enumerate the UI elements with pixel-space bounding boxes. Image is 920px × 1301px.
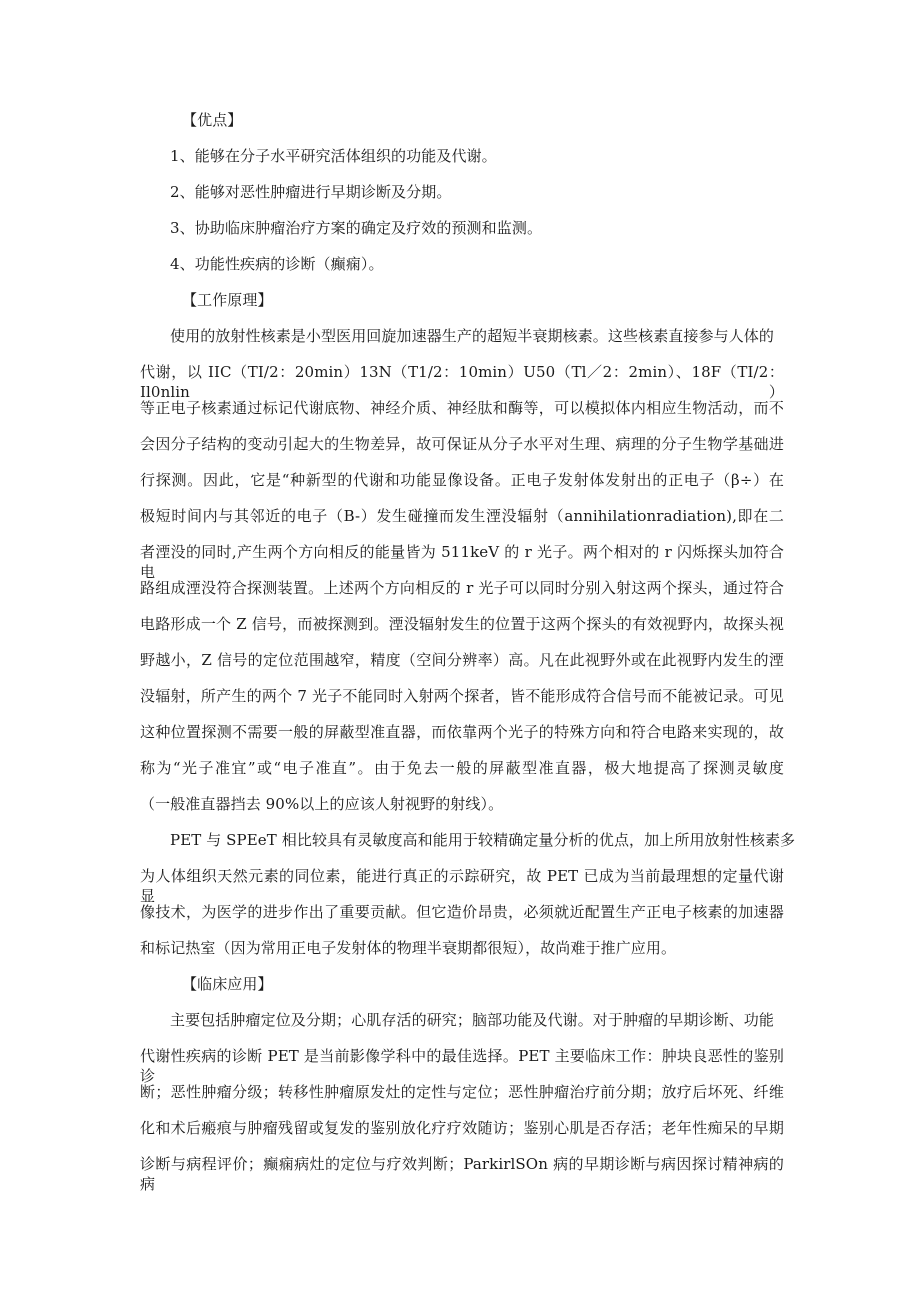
paragraph-line: 没辐射，所产生的两个 7 光子不能同时入射两个探者，皆不能形成符合信号而不能被记录。可见 — [140, 687, 784, 705]
advantage-item: 2、能够对恶性肿瘤进行早期诊断及分期。 — [170, 183, 452, 201]
paragraph-line: 使用的放射性核素是小型医用回旋加速器生产的超短半衰期核素。这些核素直接参与人体的 — [170, 327, 775, 345]
advantage-item: 4、功能性疾病的诊断（癫痫）。 — [170, 255, 384, 273]
paragraph-line: 等正电子核素通过标记代谢底物、神经介质、神经肽和酶等，可以模拟体内相应生物活动，而不 — [140, 399, 784, 417]
paragraph-line: 者湮没的同时,产生两个方向相反的能量皆为 511keV 的 r 光子。两个相对的 r 闪烁探头加符合电 — [140, 543, 784, 581]
paragraph-line: 电路形成一个 Z 信号，而被探测到。湮没辐射发生的位置于这两个探头的有效视野内，故探头视 — [140, 615, 784, 633]
paragraph-line: 诊断与病程评价；癫痫病灶的定位与疗效判断；ParkirlSOn 病的早期诊断与病因探讨精神病的病 — [140, 1155, 784, 1193]
paragraph-line: 会因分子结构的变动引起大的生物差异，故可保证从分子水平对生理、病理的分子生物学基础进 — [140, 435, 784, 453]
section-heading-clinical: 【临床应用】 — [182, 975, 273, 993]
paragraph-line: 路组成湮没符合探测装置。上述两个方向相反的 r 光子可以同时分别入射这两个探头，通过符合 — [140, 579, 784, 597]
section-heading-advantages: 【优点】 — [182, 111, 243, 129]
paragraph-line: 极短时间内与其邻近的电子（B-）发生碰撞而发生湮没辐射（annihilationradiation),即在二 — [140, 507, 784, 525]
paragraph-line: 断；恶性肿瘤分级；转移性肿瘤原发灶的定性与定位；恶性肿瘤治疗前分期；放疗后坏死、纤维 — [140, 1083, 784, 1101]
paragraph-line: 代谢，以 IIC（TI/2：20min）13N（T1/2：10min）U50（Tl／2：2min）、18F（TI/2：Il0nlin） — [140, 363, 784, 401]
paragraph-line: 化和术后瘢痕与肿瘤残留或复发的鉴别放化疗疗效随访；鉴别心肌是否存活；老年性痴呆的早期 — [140, 1119, 784, 1137]
paragraph-line: 主要包括肿瘤定位及分期；心肌存活的研究；脑部功能及代谢。对于肿瘤的早期诊断、功能 — [170, 1011, 775, 1029]
paragraph-line: 为人体组织天然元素的同位素，能进行真正的示踪研究，故 PET 已成为当前最理想的定量代谢显 — [140, 867, 784, 905]
advantage-item: 1、能够在分子水平研究活体组织的功能及代谢。 — [170, 147, 497, 165]
paragraph-line: 称为“光子准宜”或“电子准直”。由于免去一般的屏蔽型准直器，极大地提高了探测灵敏度 — [140, 759, 784, 777]
paragraph-line: 像技术，为医学的进步作出了重要贡献。但它造价昂贵，必须就近配置生产正电子核素的加速器 — [140, 903, 784, 921]
paragraph-line: PET 与 SPEeT 相比较具有灵敏度高和能用于较精确定量分析的优点，加上所用放射性核素多 — [170, 831, 796, 849]
paragraph-line: （一般准直器挡去 90%以上的应该人射视野的射线）。 — [140, 795, 504, 813]
paragraph-line: 野越小，Z 信号的定位范围越窄，精度（空间分辨率）高。凡在此视野外或在此视野内发生的湮 — [140, 651, 784, 669]
advantage-item: 3、协助临床肿瘤治疗方案的确定及疗效的预测和监测。 — [170, 219, 543, 237]
paragraph-line: 行探测。因此，它是“种新型的代谢和功能显像设备。正电子发射体发射出的正电子（β÷）在 — [140, 471, 784, 489]
section-heading-principle: 【工作原理】 — [182, 291, 273, 309]
paragraph-line: 这种位置探测不需要一般的屏蔽型准直器，而依靠两个光子的特殊方向和符合电路来实现的，故 — [140, 723, 784, 741]
paragraph-line: 代谢性疾病的诊断 PET 是当前影像学科中的最佳选择。PET 主要临床工作：肿块良恶性的鉴别诊 — [140, 1047, 784, 1085]
paragraph-line: 和标记热室（因为常用正电子发射体的物理半衰期都很短），故尚难于推广应用。 — [140, 939, 677, 957]
